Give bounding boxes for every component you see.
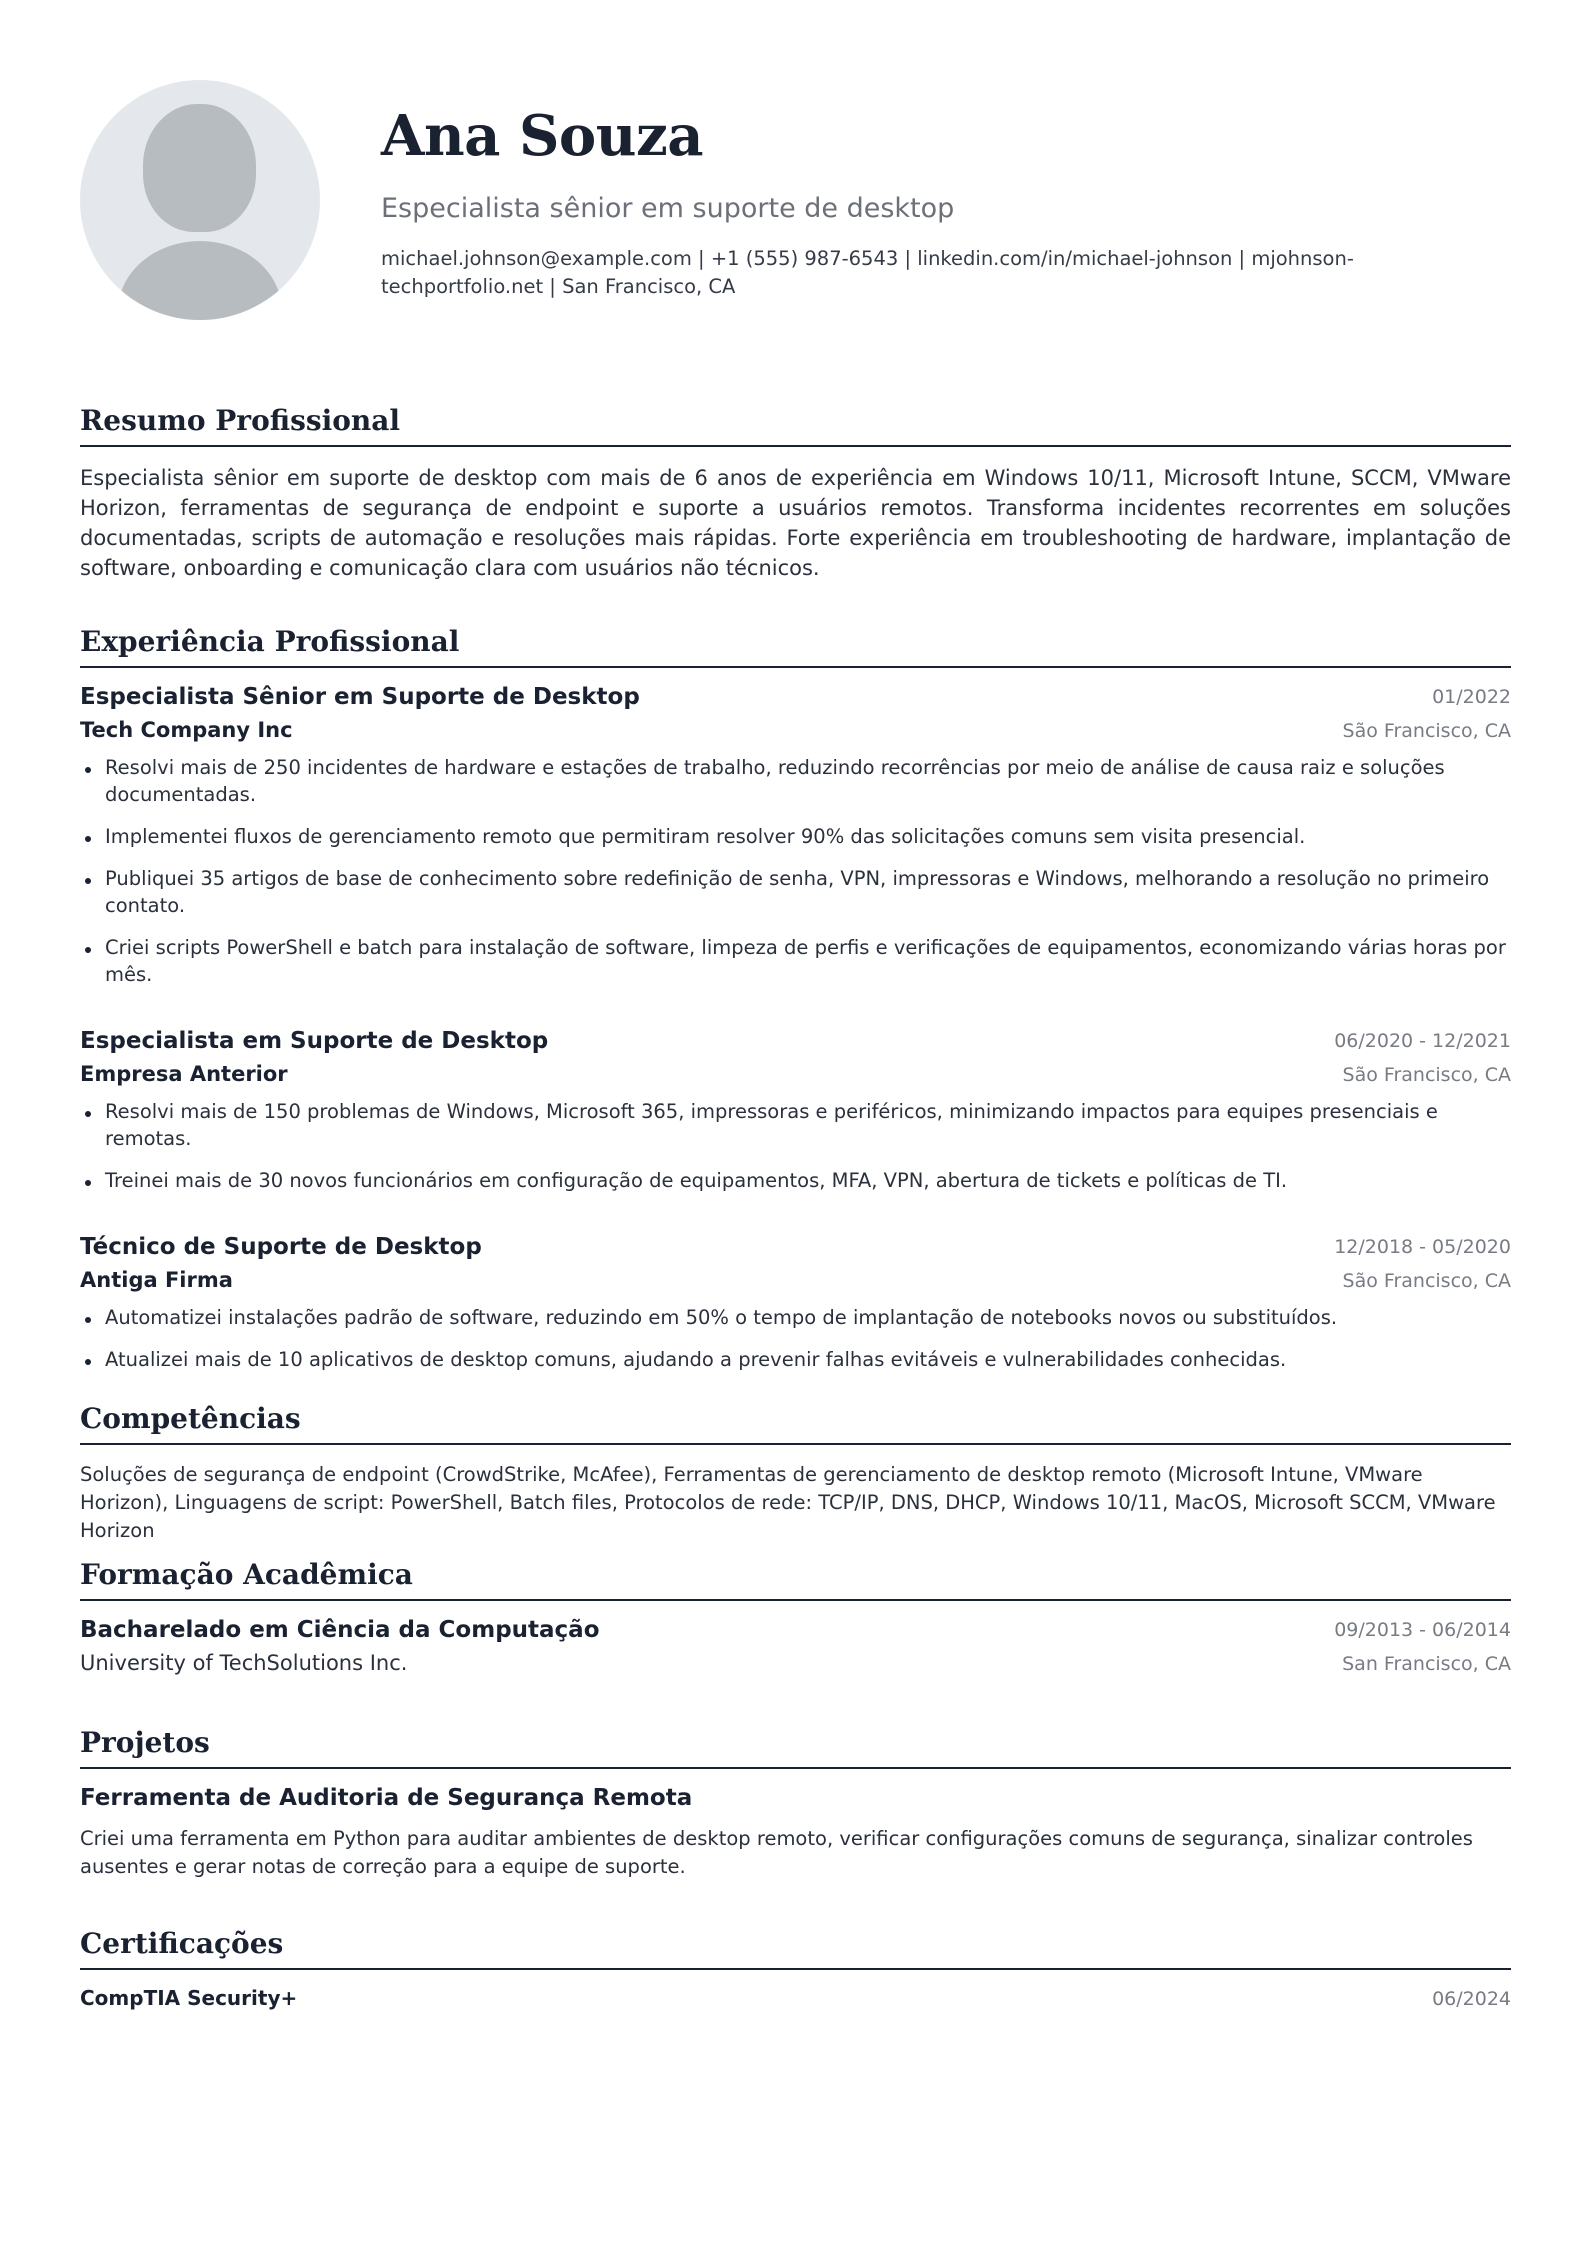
job-role: Técnico de Suporte de Desktop (80, 1234, 482, 1260)
list-item (80, 823, 1511, 850)
list-item (80, 1304, 1511, 1331)
contact-line: michael.johnson@example.com | +1 (555) 987-6543 | linkedin.com/in/michael-johnson | mjohnson-techportfolio.net | San Francisco, CA (381, 247, 1354, 298)
job-date: 12/2018 - 05/2020 (1334, 1236, 1511, 1258)
job-bullets (80, 1098, 1511, 1194)
section-heading: Competências (80, 1400, 1511, 1445)
education-school-row (80, 1651, 1511, 1685)
certification-date: 06/2024 (1432, 1988, 1511, 2010)
job-company: Tech Company Inc (80, 718, 293, 742)
job-date: 01/2022 (1432, 686, 1511, 708)
candidate-title: Especialista sênior em suporte de desktop (381, 193, 955, 224)
section-heading: Formação Acadêmica (80, 1556, 1511, 1601)
bullet-icon (85, 878, 91, 884)
job-bullets (80, 1304, 1511, 1373)
certification-row (80, 1986, 1511, 2020)
summary-section (80, 402, 1511, 583)
list-item (80, 1098, 1511, 1152)
bullet-icon (85, 836, 91, 842)
list-item (80, 865, 1511, 919)
bullet-icon (85, 947, 91, 953)
bullet-text: Implementei fluxos de gerenciamento remoto que permitiram resolver 90% das solicitações comuns sem visita presencial. (105, 825, 1306, 848)
bullet-icon (85, 1359, 91, 1365)
section-heading: Experiência Profissional (80, 623, 1511, 668)
bullet-text: Automatizei instalações padrão de software, reduzindo em 50% o tempo de implantação de notebooks novos ou substituídos. (105, 1306, 1338, 1329)
job-entry (80, 684, 1511, 988)
experience-section (80, 623, 1511, 1388)
bullet-icon (85, 767, 91, 773)
job-location: São Francisco, CA (1342, 1270, 1511, 1292)
job-company-row (80, 1062, 1511, 1096)
skills-section (80, 1400, 1511, 1545)
job-role: Especialista em Suporte de Desktop (80, 1028, 549, 1054)
summary-text: Especialista sênior em suporte de desktop com mais de 6 anos de experiência em Windows 10/11, Microsoft Intune, SCCM, VMware Horizon, ferramentas de segurança de endpoint e suporte a usuários remotos. Transforma incidentes recorrentes em soluções documentadas, scripts de automação e resoluções mais rápidas. Forte experiência em troubleshooting de hardware, implantação de software, onboarding e comunicação clara com usuários não técnicos. (80, 466, 1511, 580)
job-location: São Francisco, CA (1342, 720, 1511, 742)
section-heading: Resumo Profissional (80, 402, 1511, 447)
job-entry (80, 1028, 1511, 1194)
section-heading: Projetos (80, 1724, 1511, 1769)
avatar-head (143, 104, 256, 232)
education-date: 09/2013 - 06/2014 (1334, 1619, 1511, 1641)
bullet-icon (85, 1317, 91, 1323)
bullet-icon (85, 1180, 91, 1186)
education-location: San Francisco, CA (1342, 1653, 1511, 1675)
job-entry (80, 1234, 1511, 1373)
job-company: Empresa Anterior (80, 1062, 288, 1086)
resume-page (80, 0, 1511, 2010)
education-header-row (80, 1617, 1511, 1651)
bullet-text: Publiquei 35 artigos de base de conhecimento sobre redefinição de senha, VPN, impressoras e Windows, melhorando a resolução no primeiro contato. (105, 867, 1490, 917)
resume-header (80, 0, 1511, 330)
bullet-text: Atualizei mais de 10 aplicativos de desktop comuns, ajudando a prevenir falhas evitáveis e vulnerabilidades conhecidas. (105, 1348, 1287, 1371)
education-school: University of TechSolutions Inc. (80, 1651, 408, 1675)
bullet-text: Resolvi mais de 250 incidentes de hardware e estações de trabalho, reduzindo recorrências por meio de análise de causa raiz e soluções documentadas. (105, 756, 1445, 806)
list-item (80, 754, 1511, 808)
certification-name: CompTIA Security+ (80, 1986, 298, 2010)
job-company-row (80, 718, 1511, 752)
bullet-icon (85, 1111, 91, 1117)
bullet-text: Resolvi mais de 150 problemas de Windows, Microsoft 365, impressoras e periféricos, minimizando impactos para equipes presenciais e remotas. (105, 1100, 1438, 1150)
bullet-text: Treinei mais de 30 novos funcionários em configuração de equipamentos, MFA, VPN, abertura de tickets e políticas de TI. (105, 1169, 1288, 1192)
job-role: Especialista Sênior em Suporte de Desktop (80, 684, 640, 710)
section-heading: Certificações (80, 1925, 1511, 1970)
job-header-row (80, 684, 1511, 718)
project-header-row (80, 1785, 1511, 1819)
job-company: Antiga Firma (80, 1268, 233, 1292)
project-description: Criei uma ferramenta em Python para auditar ambientes de desktop remoto, verificar configurações comuns de segurança, sinalizar controles ausentes e gerar notas de correção para a equipe de suporte. (80, 1827, 1473, 1878)
job-header-row (80, 1028, 1511, 1062)
job-header-row (80, 1234, 1511, 1268)
bullet-text: Criei scripts PowerShell e batch para instalação de software, limpeza de perfis e verificações de equipamentos, economizando várias horas por mês. (105, 936, 1506, 986)
list-item (80, 1346, 1511, 1373)
candidate-name: Ana Souza (381, 103, 704, 169)
job-company-row (80, 1268, 1511, 1302)
projects-section (80, 1724, 1511, 1881)
job-date: 06/2020 - 12/2021 (1334, 1030, 1511, 1052)
certifications-section (80, 1925, 1511, 2020)
education-degree: Bacharelado em Ciência da Computação (80, 1617, 600, 1643)
job-location: São Francisco, CA (1342, 1064, 1511, 1086)
job-bullets (80, 754, 1511, 988)
project-name: Ferramenta de Auditoria de Segurança Remota (80, 1785, 693, 1811)
list-item (80, 934, 1511, 988)
avatar-placeholder-icon (80, 80, 320, 320)
education-section (80, 1556, 1511, 1685)
skills-text: Soluções de segurança de endpoint (CrowdStrike, McAfee), Ferramentas de gerenciamento de desktop remoto (Microsoft Intune, VMware Horizon), Linguagens de script: PowerShell, Batch files, Protocolos de rede: TCP/IP, DNS, DHCP, Windows 10/11, MacOS, Microsoft SCCM, VMware Horizon (80, 1463, 1496, 1542)
avatar-body (118, 241, 282, 320)
list-item (80, 1167, 1511, 1194)
